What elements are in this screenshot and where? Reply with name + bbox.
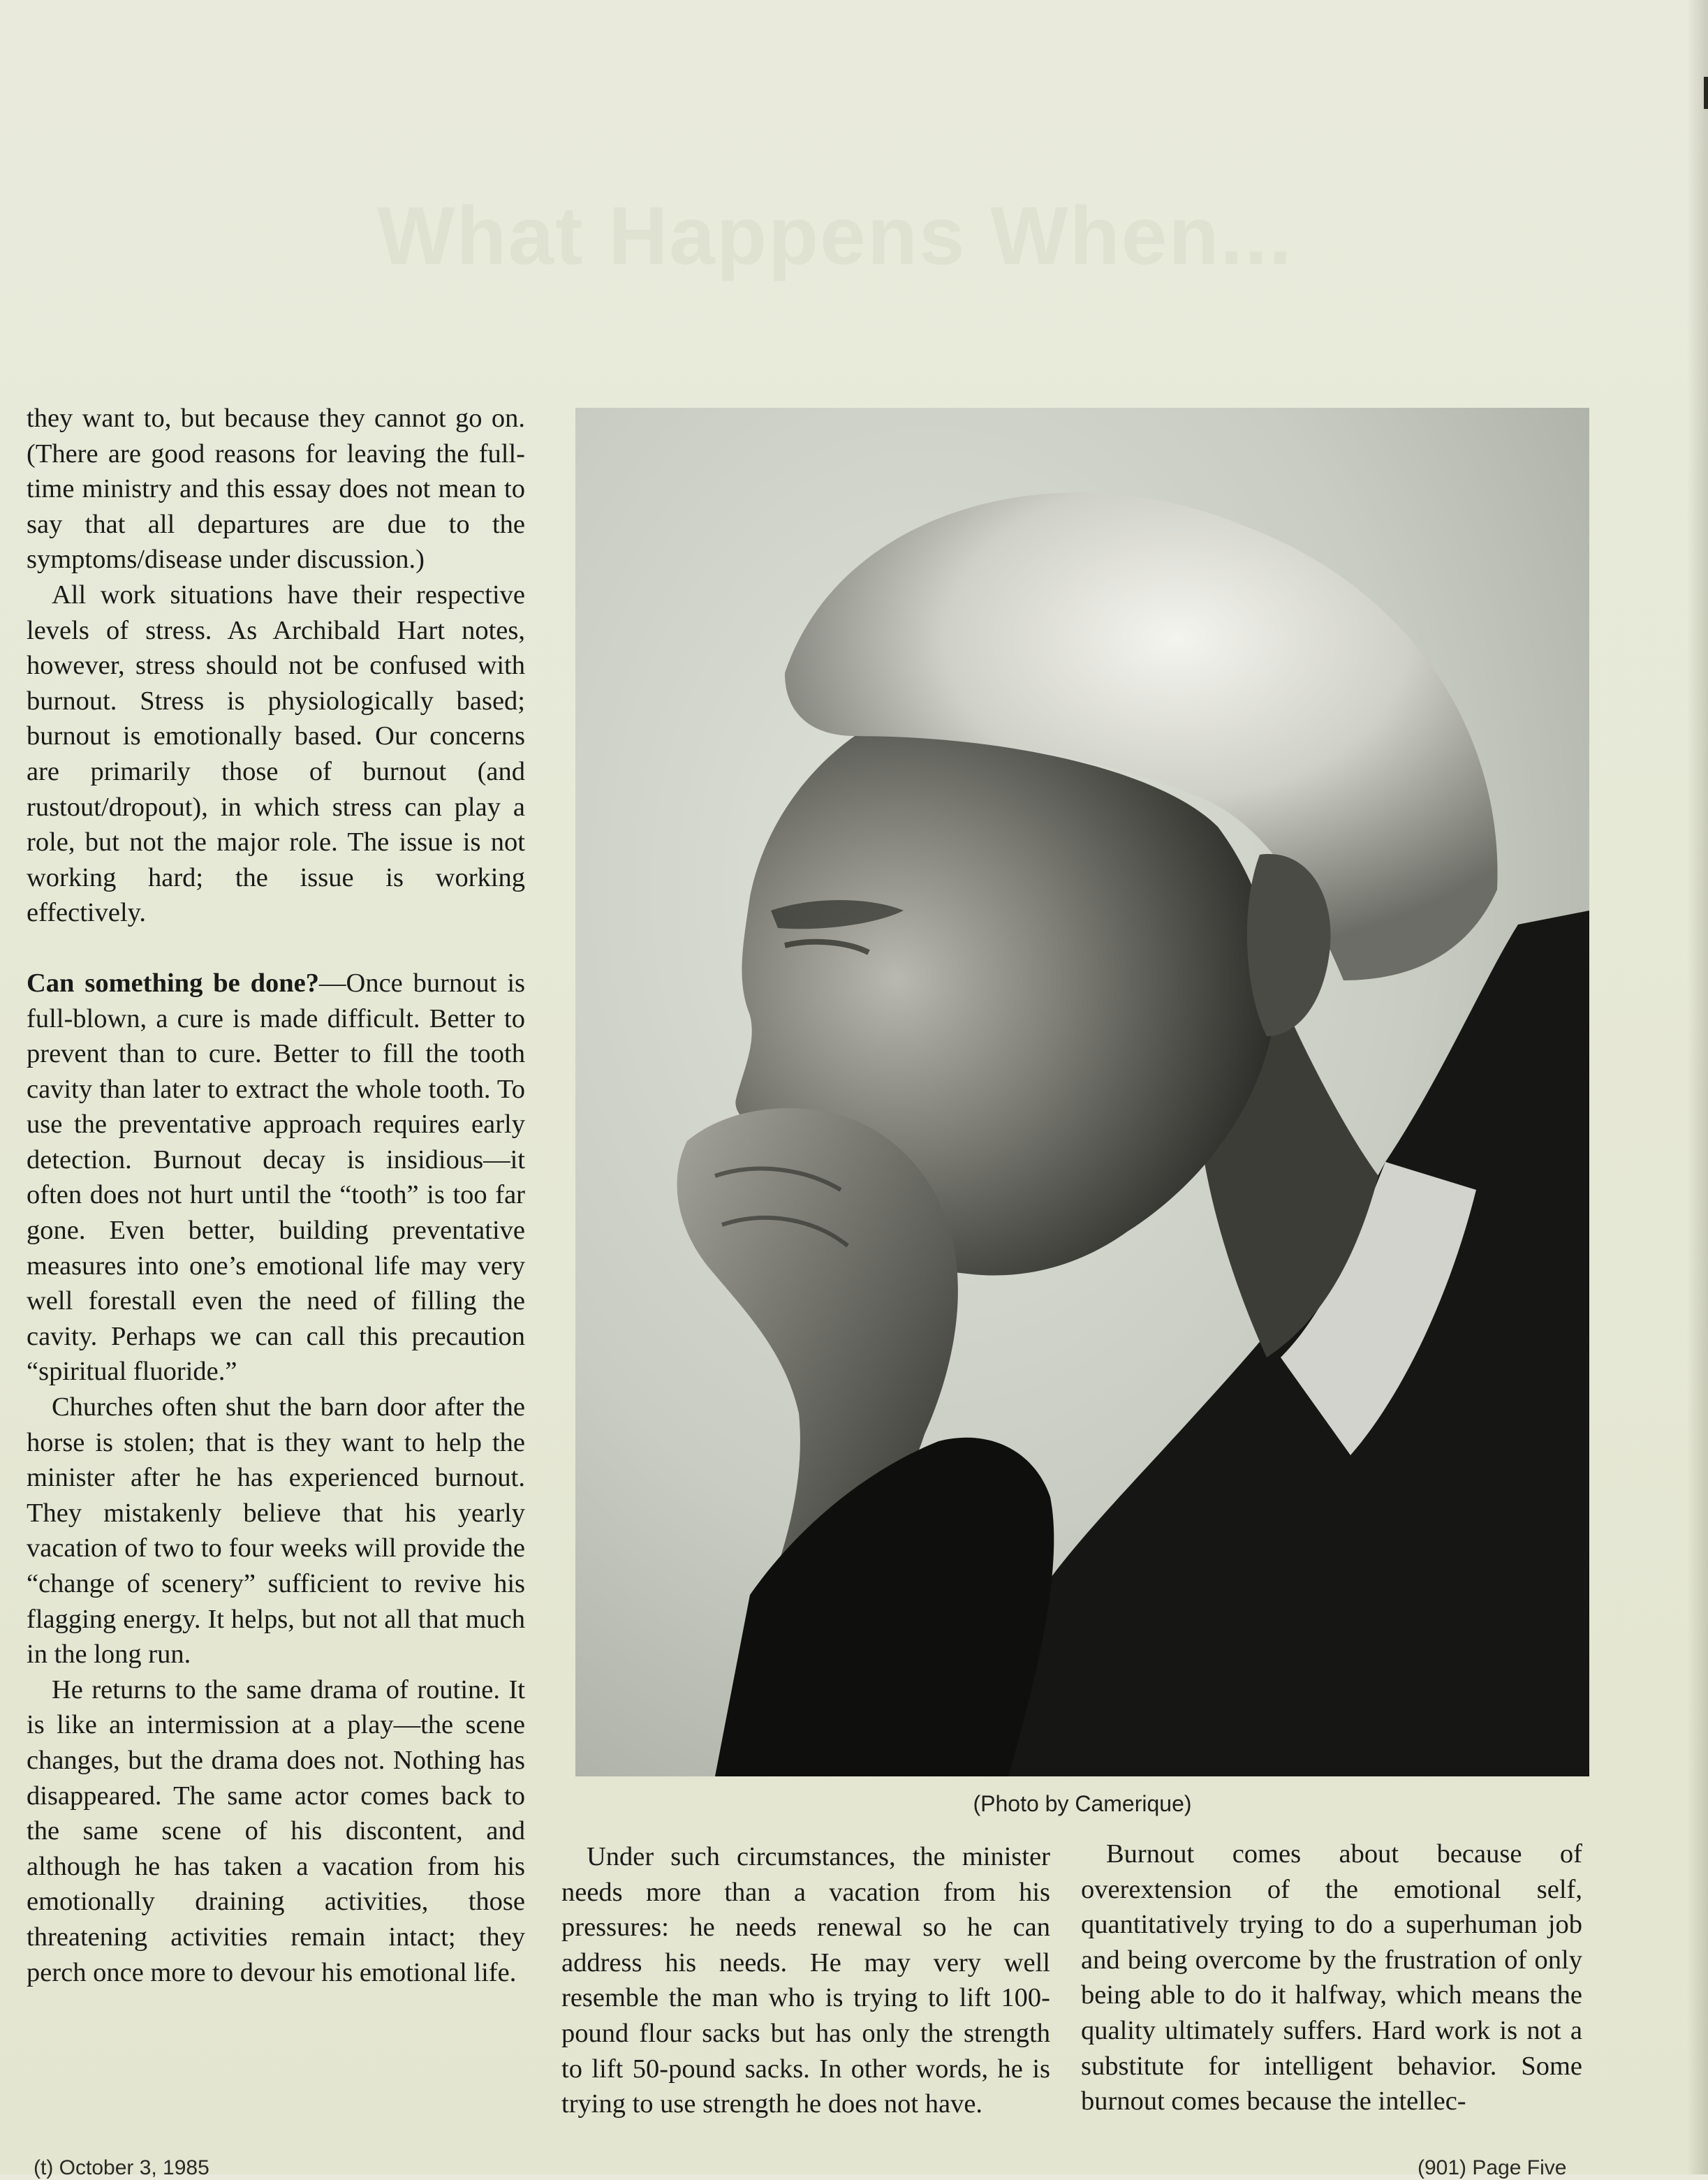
photo-caption: (Photo by Camerique)	[973, 1791, 1192, 1816]
section-heading-tail: —Once burnout	[319, 968, 497, 998]
footer-page-number: (901) Page Five	[1418, 2156, 1567, 2179]
paragraph: Churches often shut the barn door after the horse is stolen; that is they want to help the minister after he has experienced burnout. They mistakenly believe that his yearly vacation of two to four weeks will provide the “change of scenery” sufficient to revive his flagging energy. It helps, but not all that much in the long run.	[27, 1392, 525, 1670]
portrait-photo-illustration	[575, 408, 1589, 1776]
middle-text-column	[561, 1839, 1050, 2122]
section-heading: Can something be done?	[27, 968, 320, 998]
left-text-column	[27, 401, 525, 1990]
faded-article-title: What Happens When...	[377, 190, 1293, 282]
paragraph: He returns to the same drama of routine. It is like an intermission at a play—the scene changes, but the drama does not. Nothing has disappeared. The same actor comes back to the same scene of his discontent, and although he has taken a vacation from his emotionally draining activities, those threatening activities remain intact; they perch once more to devour his emotional life.	[27, 1674, 525, 1987]
paragraph-text: is full-blown, a cure is made difficult. Better to prevent than to cure. Better to fill the tooth cavity than later to extract the whole tooth. To use the preventative approach requires early detection. Burnout decay is insidious—it often does not hurt until the “tooth” is too far gone. Even better, building preventative measures into one’s emotional life may very well forestall even the need of filling the cavity. Perhaps we can call this precaution “spiritual fluoride.”	[27, 968, 525, 1387]
right-text-column	[1081, 1836, 1582, 2119]
footer-date: (t) October 3, 1985	[34, 2156, 209, 2179]
paragraph: Burnout comes about because of overextension of the emotional self, quantitatively trying to do a superhuman job and being overcome by the frustration of only being able to do it halfway, which means the quality ultimately suffers. Hard work is not a substitute for intelligent behavior. Some burnout comes because the intellec-	[1081, 1839, 1582, 2116]
section-paragraph	[27, 966, 525, 1390]
paragraph: they want to, but because they cannot go on. (There are good reasons for leaving the full-time ministry and this essay does not mean to say that all departures are due to the symptoms/disease under discussion.)	[27, 404, 525, 575]
page-edge-shadow	[1687, 0, 1708, 2174]
paragraph: Under such circumstances, the minister needs more than a vacation from his pressures: he needs renewal so he can address his needs. He may very well resemble the man who is trying to lift 100-pound flour sacks but has only the strength to lift 50-pound sacks. In other words, he is trying to use strength he does not have.	[561, 1842, 1050, 2119]
portrait-photo	[575, 408, 1589, 1776]
paragraph: All work situations have their respective levels of stress. As Archibald Hart notes, however, stress should not be confused with burnout. Stress is physiologically based; burnout is emotionally based. Our concerns are primarily those of burnout (and rustout/dropout), in which stress can play a role, but not the major role. The issue is not working hard; the issue is working effectively.	[27, 580, 525, 928]
